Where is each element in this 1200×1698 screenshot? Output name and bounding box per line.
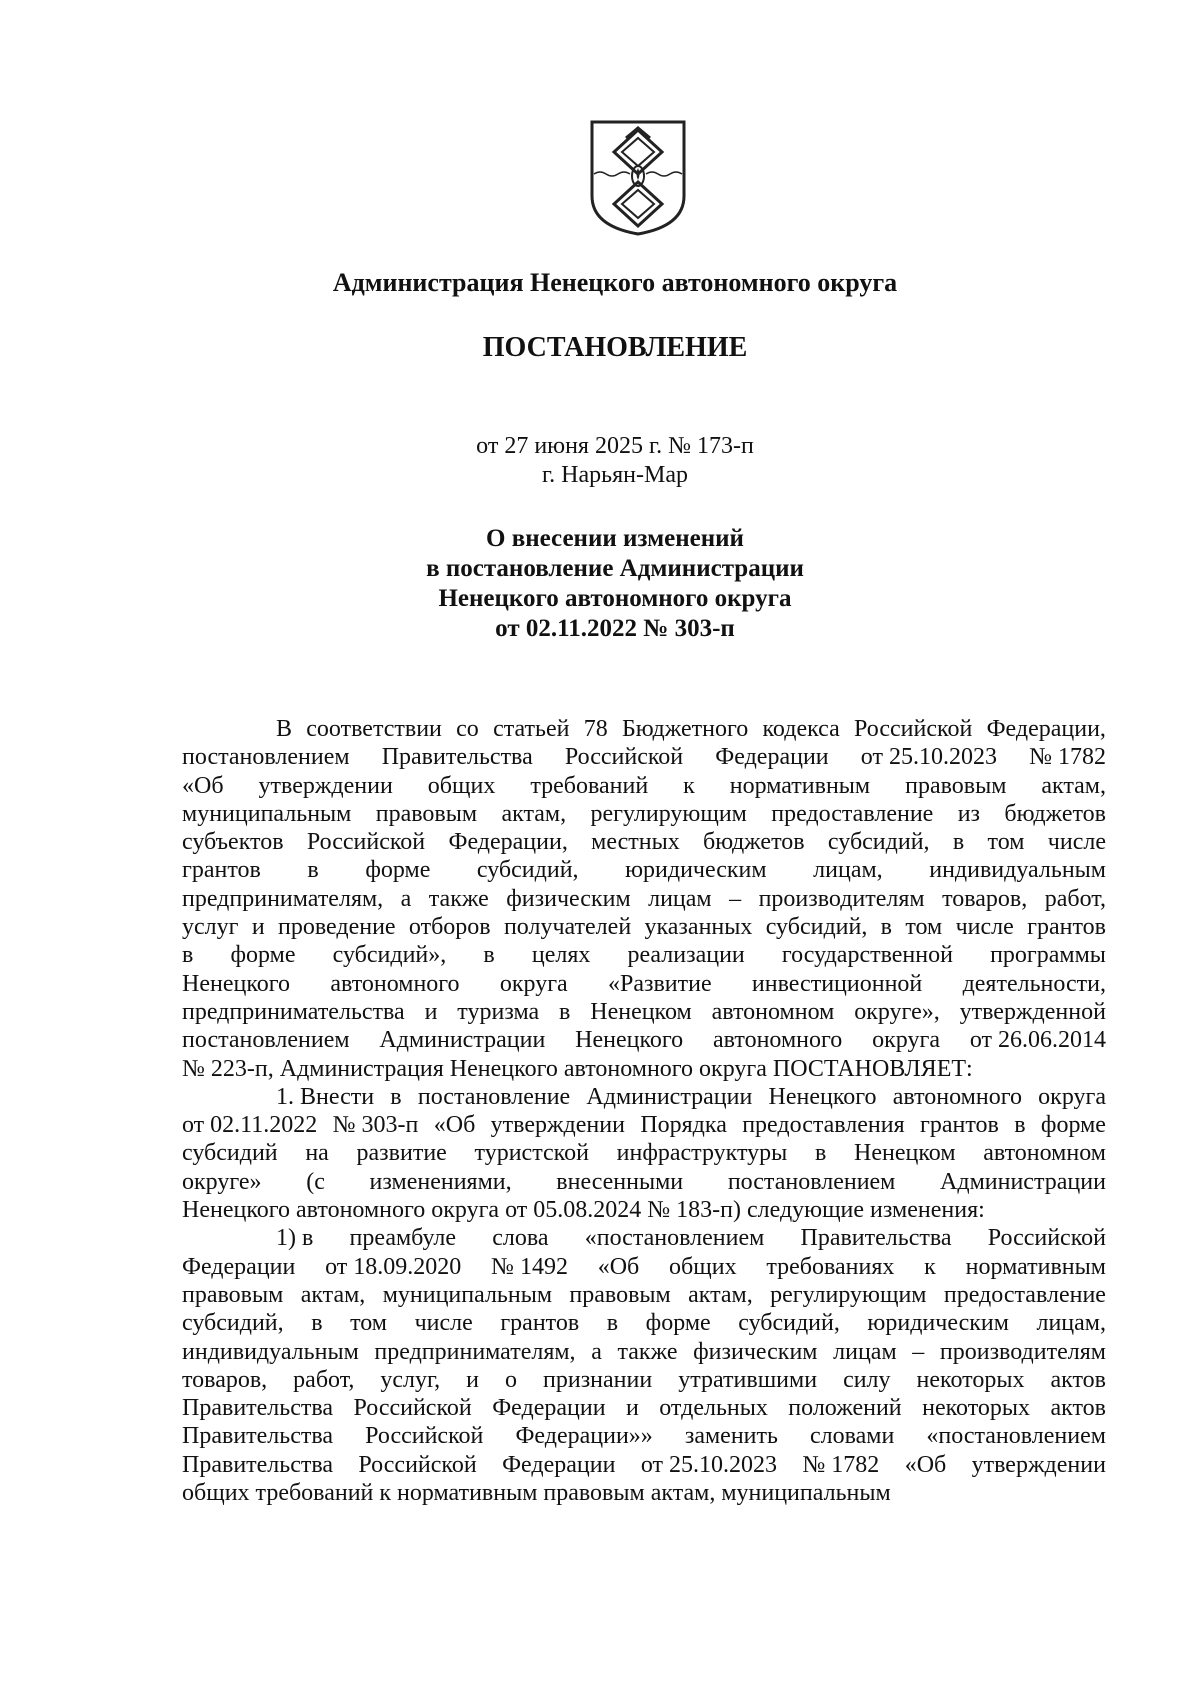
- word: «постановлением: [926, 1423, 1106, 1450]
- word: «Об: [597, 1253, 640, 1280]
- word: автономном: [711, 998, 835, 1025]
- word: округе»,: [854, 998, 940, 1025]
- word: в: [311, 1310, 323, 1337]
- word: актов: [1050, 1366, 1106, 1393]
- word: Порядка: [640, 1112, 727, 1139]
- word: от 26.06.2014: [969, 1027, 1106, 1054]
- document-title: [0, 524, 1200, 644]
- word: производителям: [758, 885, 925, 912]
- word: Федерации: [715, 744, 829, 771]
- word: в: [559, 998, 571, 1025]
- word: форме: [230, 942, 296, 969]
- word: Администрации: [940, 1168, 1106, 1195]
- word: деятельности,: [962, 970, 1106, 997]
- word: требований: [530, 772, 649, 799]
- word: юридическим: [867, 1310, 1009, 1337]
- word: Федерации: [492, 1395, 606, 1422]
- word: правовым: [375, 800, 478, 827]
- word: В: [276, 716, 293, 742]
- word: «Об: [182, 772, 224, 799]
- word: субсидий,: [765, 914, 868, 941]
- word: № 303-п: [332, 1112, 419, 1139]
- word: Правительства: [800, 1225, 952, 1252]
- word: регулирующим: [590, 800, 747, 827]
- word: в: [307, 857, 319, 884]
- word: числе: [955, 914, 1014, 941]
- text-line: [182, 941, 1106, 969]
- word: субсидий»,: [332, 942, 447, 969]
- word: слова: [492, 1225, 549, 1252]
- title-line: в постановление Администрации: [426, 555, 804, 582]
- word: автономного: [713, 1027, 843, 1054]
- title-line: О внесении изменений: [486, 525, 744, 552]
- word: Федерации,: [986, 716, 1106, 742]
- text-line: [182, 1253, 1106, 1281]
- word: округа: [499, 970, 568, 997]
- text-line: [182, 715, 1106, 743]
- word: инфраструктуры: [616, 1140, 788, 1167]
- word: Бюджетного: [622, 716, 749, 742]
- word: Российской: [987, 1225, 1106, 1252]
- word: числе: [1047, 829, 1106, 856]
- word: также: [617, 1338, 678, 1365]
- word: предоставление: [771, 800, 934, 827]
- word: Администрации: [586, 1083, 753, 1110]
- word: и: [466, 1366, 480, 1393]
- word: о: [505, 1366, 518, 1393]
- word: предоставление: [943, 1281, 1106, 1308]
- word: местных: [591, 829, 680, 856]
- word: Правительства: [182, 1395, 334, 1422]
- word: от 18.09.2020: [325, 1253, 462, 1280]
- word: от 02.11.2022: [182, 1112, 318, 1139]
- word: муниципальным: [182, 800, 352, 827]
- word: Ненецком: [590, 998, 692, 1025]
- text-line: [182, 856, 1106, 884]
- text-line: [182, 828, 1106, 856]
- word: требованиях: [766, 1253, 895, 1280]
- word: округе»: [182, 1168, 262, 1195]
- word: Ненецкого: [575, 1027, 684, 1054]
- word: актам,: [1041, 772, 1106, 799]
- word: № 1782: [802, 1451, 880, 1478]
- date-number: от 27 июня 2025 г. № 173-п: [476, 433, 754, 459]
- word: работ,: [1044, 885, 1106, 912]
- word: грантов: [500, 1310, 580, 1337]
- word: общих требований к нормативным правовым актам, муниципальным: [182, 1480, 891, 1507]
- word: том: [987, 829, 1025, 856]
- word: Российской: [353, 1395, 472, 1422]
- word: лицам: [833, 1338, 897, 1365]
- word: постановлением: [182, 744, 350, 771]
- word: правовым: [182, 1281, 284, 1308]
- word: от 25.10.2023: [640, 1451, 777, 1478]
- word: также: [428, 885, 489, 912]
- text-line: [182, 1338, 1106, 1366]
- word: субсидий,: [827, 829, 930, 856]
- text-line: [182, 1111, 1106, 1139]
- word: товаров,: [182, 1366, 268, 1393]
- word: соответствии: [306, 716, 442, 742]
- word: числе: [414, 1310, 473, 1337]
- word: Российской: [564, 744, 684, 771]
- word: Правительства: [182, 1451, 334, 1478]
- word: «Развитие: [607, 970, 712, 997]
- word: отборов: [408, 914, 491, 941]
- city: г. Нарьян-Мар: [542, 462, 688, 488]
- word: утверждении: [971, 1451, 1106, 1478]
- word: услуг: [182, 914, 239, 941]
- word: актов: [1050, 1395, 1106, 1422]
- word: развитие: [356, 1140, 447, 1167]
- word: автономного: [892, 1083, 1022, 1110]
- word: индивидуальным: [182, 1338, 359, 1365]
- word: силу: [843, 1366, 891, 1393]
- word: со: [456, 716, 479, 742]
- word: 78: [583, 716, 608, 742]
- word: Федерации»»: [515, 1423, 653, 1450]
- word: Ненецком: [854, 1140, 956, 1167]
- word: реализации: [627, 942, 745, 969]
- word: некоторых: [922, 1395, 1031, 1422]
- title-line: от 02.11.2022 № 303-п: [495, 615, 735, 642]
- word: –: [912, 1338, 925, 1365]
- word: физическим: [693, 1338, 818, 1365]
- word: предпринимателям,: [374, 1338, 576, 1365]
- word: нормативным: [729, 772, 871, 799]
- word: юридическим: [625, 857, 767, 884]
- word: субсидий: [182, 1140, 278, 1167]
- word: к: [924, 1253, 936, 1280]
- word: а: [400, 885, 412, 912]
- word: форме: [365, 857, 431, 884]
- text-line: [182, 1394, 1106, 1422]
- word: Федерации: [502, 1451, 616, 1478]
- word: туристской: [474, 1140, 589, 1167]
- word: предпринимательства: [182, 998, 405, 1025]
- word: Правительства: [381, 744, 533, 771]
- word: от 25.10.2023: [860, 744, 997, 771]
- text-line: [182, 1168, 1106, 1196]
- document-type: ПОСТАНОВЛЕНИЕ: [482, 332, 748, 363]
- text-line: [182, 970, 1106, 998]
- text-line: [182, 1309, 1106, 1337]
- word: «Об: [433, 1112, 476, 1139]
- word: «постановлением: [584, 1225, 765, 1252]
- word: предоставления: [742, 1112, 905, 1139]
- word: грантов: [182, 857, 261, 884]
- word: утвержденной: [959, 998, 1106, 1025]
- word: утверждении: [490, 1112, 625, 1139]
- word: положений: [788, 1395, 902, 1422]
- word: постановление: [417, 1083, 571, 1110]
- word: некоторых: [916, 1366, 1025, 1393]
- word: отдельных: [659, 1395, 768, 1422]
- word: на: [305, 1140, 329, 1167]
- word: 1. Внести: [276, 1083, 375, 1110]
- word: форме: [1040, 1112, 1106, 1139]
- word: «Об: [904, 1451, 947, 1478]
- word: в: [952, 829, 965, 856]
- word: –: [729, 885, 742, 912]
- word: к: [683, 772, 695, 799]
- word: Ненецкого: [768, 1083, 877, 1110]
- word: в: [182, 942, 194, 969]
- word: и: [625, 1395, 639, 1422]
- word: общих: [669, 1253, 737, 1280]
- word: субсидий,: [738, 1310, 840, 1337]
- text-line: [182, 1422, 1106, 1450]
- word: № 1782: [1029, 744, 1106, 771]
- word: Ненецкого: [182, 970, 291, 997]
- text-line: [182, 1281, 1106, 1309]
- word: работ,: [293, 1366, 355, 1393]
- word: словами: [810, 1423, 895, 1450]
- text-line: [182, 772, 1106, 800]
- word: автономном: [983, 1140, 1106, 1167]
- word: указанных: [644, 914, 753, 941]
- word: № 1492: [491, 1253, 568, 1280]
- word: статьей: [493, 716, 570, 742]
- word: целях: [531, 942, 591, 969]
- word: преамбуле: [349, 1225, 457, 1252]
- word: грантов: [920, 1112, 999, 1139]
- word: субъектов: [182, 829, 284, 856]
- word: том: [350, 1310, 387, 1337]
- word: проведение: [277, 914, 396, 941]
- word: утратившими: [678, 1366, 818, 1393]
- word: нормативным: [965, 1253, 1106, 1280]
- text-line: [182, 1366, 1106, 1394]
- word: № 223-п, Администрация Ненецкого автономного округа ПОСТАНОВЛЯЕТ:: [182, 1055, 973, 1082]
- word: регулирующим: [770, 1281, 927, 1308]
- text-line: [182, 885, 1106, 913]
- word: и: [424, 998, 438, 1025]
- text-line: [182, 998, 1106, 1026]
- word: признании: [543, 1366, 653, 1393]
- word: производителям: [939, 1338, 1106, 1365]
- text-line: [182, 800, 1106, 828]
- word: лицам,: [813, 857, 883, 884]
- word: постановлением: [182, 1027, 350, 1054]
- word: актам,: [300, 1281, 366, 1308]
- word: Федерации: [182, 1253, 296, 1280]
- word: государственной: [781, 942, 953, 969]
- word: правовым: [905, 772, 1007, 799]
- word: получателей: [503, 914, 632, 941]
- word: бюджетов: [703, 829, 805, 856]
- word: Российской: [854, 716, 973, 742]
- word: из: [957, 800, 981, 827]
- word: постановлением: [727, 1168, 896, 1195]
- text-line: [182, 1224, 1106, 1252]
- word: 1) в: [276, 1225, 314, 1252]
- paragraph: [182, 715, 1106, 1083]
- word: субсидий,: [182, 1310, 284, 1337]
- text-line: [182, 1083, 1106, 1111]
- word: в: [1014, 1112, 1026, 1139]
- word: услуг,: [380, 1366, 441, 1393]
- word: округа: [872, 1027, 940, 1054]
- word: в: [814, 1140, 827, 1167]
- word: программы: [990, 942, 1106, 969]
- word: общих: [427, 772, 496, 799]
- word: округа: [1038, 1083, 1106, 1110]
- word: Администрации: [379, 1027, 546, 1054]
- word: в: [483, 942, 495, 969]
- word: автономного: [330, 970, 460, 997]
- word: физическим: [506, 885, 631, 912]
- word: лицам: [648, 885, 712, 912]
- word: внесенными: [556, 1168, 684, 1195]
- word: индивидуальным: [929, 857, 1106, 884]
- text-line: [182, 1026, 1106, 1054]
- text-line: [182, 1139, 1106, 1167]
- word: (с: [306, 1168, 325, 1195]
- word: бюджетов: [1004, 800, 1106, 827]
- word: в: [606, 1310, 619, 1337]
- word: а: [591, 1338, 602, 1365]
- word: туризма: [457, 998, 540, 1025]
- word: правовым: [569, 1281, 671, 1308]
- text-line: [182, 1479, 1106, 1507]
- title-line: Ненецкого автономного округа: [438, 585, 792, 612]
- word: грантов: [1027, 914, 1106, 941]
- text-line: [182, 743, 1106, 771]
- word: форме: [645, 1310, 711, 1337]
- word: инвестиционной: [751, 970, 923, 997]
- word: субсидий,: [476, 857, 579, 884]
- word: в: [880, 914, 893, 941]
- word: утверждении: [258, 772, 393, 799]
- word: и: [251, 914, 265, 941]
- word: товаров,: [942, 885, 1028, 912]
- word: в: [390, 1083, 402, 1110]
- word: актам,: [501, 800, 567, 827]
- word: Федерации,: [448, 829, 568, 856]
- word: изменениями,: [369, 1168, 512, 1195]
- text-line: [182, 1451, 1106, 1479]
- organization-name: Администрация Ненецкого автономного округа: [332, 268, 898, 297]
- word: лицам,: [1036, 1310, 1106, 1337]
- word: муниципальным: [382, 1281, 553, 1308]
- word: Ненецкого автономного округа от 05.08.2024 № 183-п) следующие изменения:: [182, 1197, 985, 1224]
- word: Российской: [306, 829, 426, 856]
- date-block: [0, 432, 1200, 490]
- word: том: [905, 914, 943, 941]
- coat-of-arms-emblem: [588, 118, 688, 238]
- word: Российской: [358, 1451, 477, 1478]
- word: Правительства: [182, 1423, 334, 1450]
- word: кодекса: [762, 716, 840, 742]
- text-line: [182, 1055, 1106, 1083]
- word: заменить: [684, 1423, 778, 1450]
- word: предпринимателям,: [182, 885, 384, 912]
- text-line: [182, 1196, 1106, 1224]
- paragraph: [182, 1083, 1106, 1224]
- word: актам,: [688, 1281, 753, 1308]
- paragraph: [182, 1224, 1106, 1507]
- text-line: [182, 913, 1106, 941]
- word: Российской: [365, 1423, 484, 1450]
- document-body: [182, 715, 1106, 1507]
